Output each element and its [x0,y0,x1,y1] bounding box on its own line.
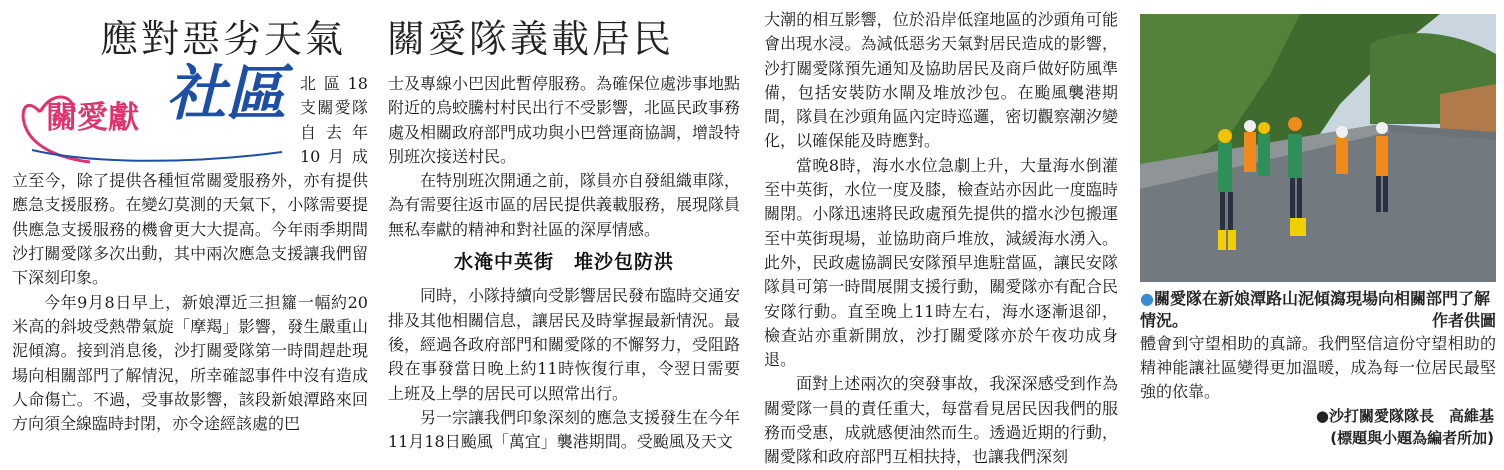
paragraph: 大潮的相互影響，位於沿岸低窪地區的沙頭角可能會出現水浸。為減低惡劣天氣對居民造成的影響，沙打關愛隊預先通知及協助居民及商戶做好防風準備，包括安裝防水閘及堆放沙包。在颱風襲港期間，隊員在沙頭角區內定時巡邏，密切觀察潮汐變化，以確保能及時應對。 [764,10,1118,151]
column-4 [1140,332,1496,404]
paragraph: 在特別班次開通之前，隊員亦自發組織車隊，為有需要往返市區的居民提供義載服務，展現隊員無私奉獻的精神和對社區的深厚情感。 [388,171,741,239]
logo-text-blue: 社區 [166,59,286,129]
column-3 [764,8,1118,470]
paragraph: 面對上述兩次的突發事故，我深深感受到作為關愛隊一員的責任重大，每當看見居民因我們的服務而受惠，成就感便油然而生。透過近期的行動，關愛隊和政府部門互相扶持，也讓我們深刻 [764,374,1118,467]
paragraph: 當晚8時，海水水位急劇上升，大量海水倒灌至中英街，水位一度及膝，檢查站亦因此一度臨時關閉。小隊迅速將民政處預先提供的擋水沙包搬運至中英街現場，並協助商戶堆放，減緩海水湧入。此外，民政處協調民安隊預早進駐當區，讓民安隊隊員可第一時間展開支援行動，關愛隊亦有配合民安隊行動。直至晚上11時左右，海水逐漸退卻，檢查站亦重新開放，沙打關愛隊亦於午夜功成身退。 [764,155,1118,370]
headline: 應對惡劣天氣 關愛隊義載居民 [100,17,675,61]
bullet-icon: ● [1140,289,1154,308]
column-2 [388,72,740,454]
paragraph: 同時，小隊持續向受影響居民發布臨時交通安排及其他相關信息，讓居民及時掌握最新情況。最後，經過各政府部門和關愛隊的不懈努力，受阻路段在事發當日晚上約11時恢復行車，令翌日需要上班及上學的居民可以照常出行。 [388,286,741,403]
paragraph: 士及專線小巴因此暫停服務。為確保位處涉事地點附近的烏蛟騰村村民出行不受影響，北區民政事務處及相關政府部門成功與小巴營運商協調，增設特別班次接送村民。 [388,74,741,166]
paragraph: 北區18支關愛隊自去年10月成立至今，除了提供各種恒常關愛服務外，亦有提供應急支援服務。在變幻莫測的天氣下，小隊需要提供應急支援服務的機會更大大提高。今年雨季期間沙打關愛隊多次出動，其中兩次應急支援讓我們留下深刻印象。 [12,74,368,288]
logo-text-pink: 關愛獻 [46,100,139,136]
photo-caption [1140,288,1496,332]
paragraph: 體會到守望相助的真諦。我們堅信這份守望相助的精神能讓社區變得更加溫暖，成為每一位居民最堅強的依靠。 [1140,334,1496,401]
author-sign [1316,405,1494,449]
paragraph: 今年9月8日早上，新娘潭近三担籮一幅約20米高的斜坡受熱帶氣旋「摩羯」影響，發生嚴重山泥傾瀉。接到消息後，沙打關愛隊第一時間趕赴現場向相關部門了解情況，所幸確認事件中沒有造成人命傷亡。不過，受事故影響，該段新娘潭路來回方向須全線臨時封閉，亦令途經該處的巴 [12,292,368,434]
author-name: ●沙打關愛隊隊長 高維基 [1315,407,1494,425]
editor-note: (標題與小題為編者所加) [1330,429,1494,447]
subheading: 水淹中英街 堆沙包防洪 [453,251,674,274]
column-1 [12,59,368,436]
paragraph: 另一宗讓我們印象深刻的應急支援發生在今年11月18日颱風「萬宜」襲港期間。受颱風及天文 [388,407,741,452]
news-photo [1140,14,1496,282]
column-logo [12,59,292,168]
photo-credit: 作者供圖 [1431,311,1496,330]
caption-text: 關愛隊在新娘潭路山泥傾瀉現場向相關部門了解情況。 [1140,289,1490,330]
